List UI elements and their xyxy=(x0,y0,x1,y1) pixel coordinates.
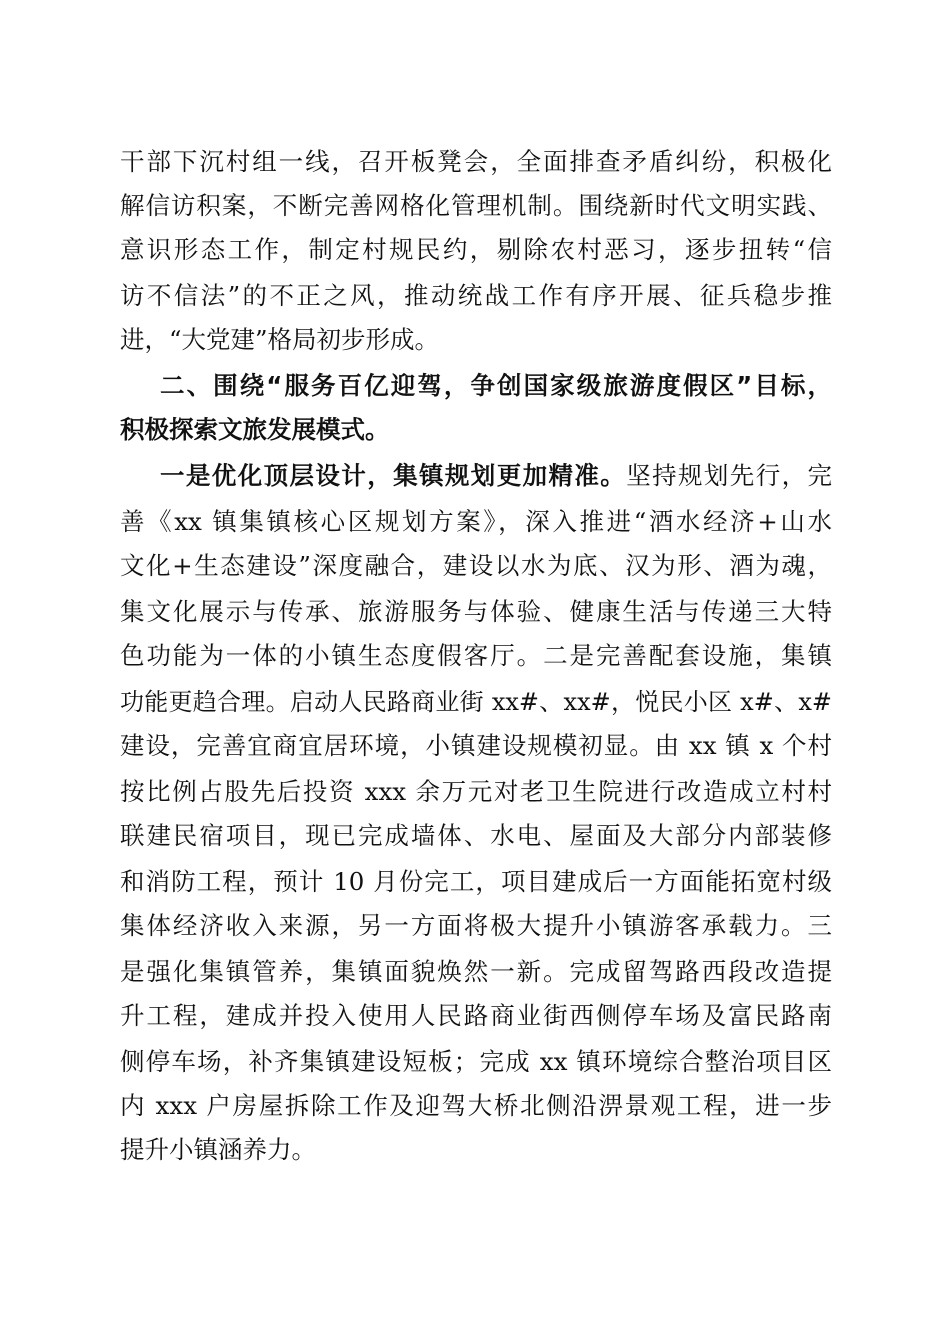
paragraph-2-line-14: 侧停车场，补齐集镇建设短板；完成 xx 镇环境综合整治项目区 xyxy=(120,1047,832,1076)
paragraph-2-line-12: 是强化集镇管养，集镇面貌焕然一新。完成留驾路西段改造提 xyxy=(120,957,832,986)
paragraph-2-line-2: 善《xx 镇集镇核心区规划方案》，深入推进“酒水经济+山水 xyxy=(120,507,832,536)
paragraph-2-line-3: 文化+生态建设”深度融合，建设以水为底、汉为形、酒为魂， xyxy=(120,551,832,580)
section-heading-line-1: 二、围绕“服务百亿迎驾，争创国家级旅游度假区”目标， xyxy=(160,371,832,400)
paragraph-2-line-11: 集体经济收入来源，另一方面将极大提升小镇游客承载力。三 xyxy=(120,911,832,940)
paragraph-2-line-16: 提升小镇涵养力。 xyxy=(120,1135,316,1164)
section-heading-line-2: 积极探索文旅发展模式。 xyxy=(120,415,390,444)
paragraph-1-line-3: 意识形态工作，制定村规民约，剔除农村恶习，逐步扭转“信 xyxy=(120,235,832,264)
paragraph-2-line-5: 色功能为一体的小镇生态度假客厅。二是完善配套设施，集镇 xyxy=(120,641,832,670)
paragraph-2-line-13: 升工程，建成并投入使用人民路商业街西侧停车场及富民路南 xyxy=(120,1001,832,1030)
paragraph-2-line-9: 联建民宿项目，现已完成墙体、水电、屋面及大部分内部装修 xyxy=(120,821,832,850)
paragraph-2-line-1-text: 坚持规划先行，完 xyxy=(626,461,833,490)
paragraph-1-line-1: 干部下沉村组一线，召开板凳会，全面排查矛盾纠纷，积极化 xyxy=(120,147,832,176)
paragraph-2-line-1 xyxy=(160,460,832,492)
paragraph-2-line-6: 功能更趋合理。启动人民路商业街 xx#、xx#，悦民小区 x#、x# xyxy=(120,688,832,716)
paragraph-1-line-2: 解信访积案，不断完善网格化管理机制。围绕新时代文明实践、 xyxy=(120,191,832,220)
paragraph-2-line-7: 建设，完善宜商宜居环境，小镇建设规模初显。由 xx 镇 x 个村 xyxy=(120,731,832,760)
paragraph-2-lead: 一是优化顶层设计，集镇规划更加精准。 xyxy=(160,461,627,490)
paragraph-2-line-10: 和消防工程，预计 10 月份完工，项目建成后一方面能拓宽村级 xyxy=(120,867,832,896)
paragraph-2-line-15: 内 xxx 户房屋拆除工作及迎驾大桥北侧沿淠景观工程，进一步 xyxy=(120,1091,832,1120)
paragraph-2-line-8: 按比例占股先后投资 xxx 余万元对老卫生院进行改造成立村村 xyxy=(120,777,832,806)
paragraph-2-line-4: 集文化展示与传承、旅游服务与体验、健康生活与传递三大特 xyxy=(120,597,832,626)
paragraph-1-line-4: 访不信法”的不正之风，推动统战工作有序开展、征兵稳步推 xyxy=(120,281,832,310)
paragraph-1-line-5: 进，“大党建”格局初步形成。 xyxy=(120,325,440,354)
